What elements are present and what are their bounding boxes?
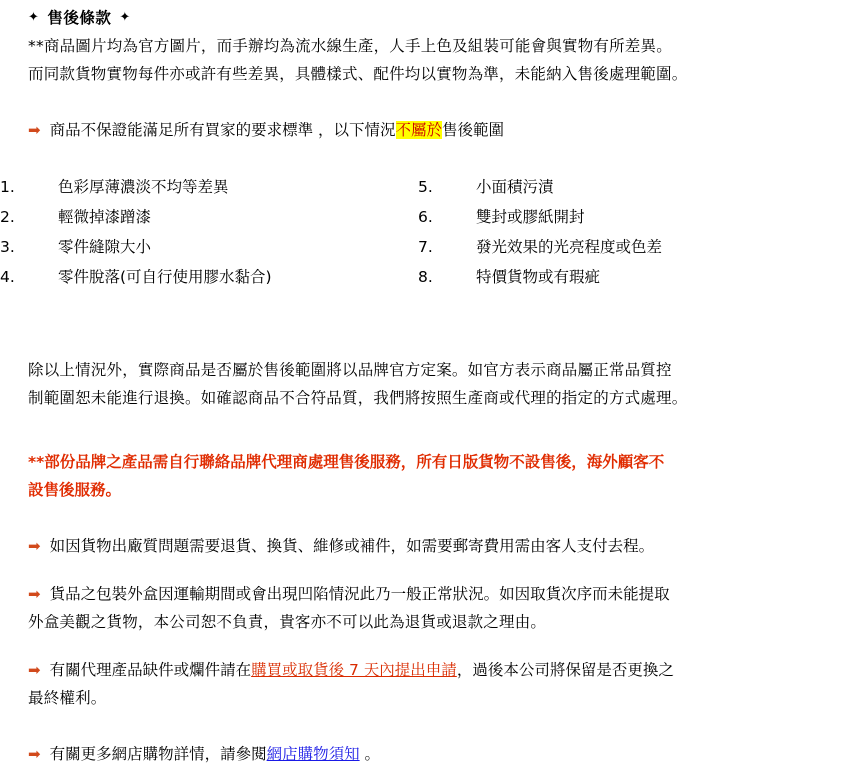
note-3-emphasis: 購買或取貨後 7 天內提出申請 bbox=[251, 661, 457, 679]
list-item-label: 零件縫隙大小 bbox=[58, 238, 152, 256]
warning-line-2 bbox=[0, 476, 864, 504]
intro-line-1 bbox=[0, 32, 864, 60]
list-row bbox=[0, 172, 836, 202]
guarantee-text-before: 商品不保證能滿足所有買家的要求標準 ，以下情況 bbox=[49, 121, 396, 139]
arrow-right-icon: ➡ bbox=[28, 745, 41, 763]
note-3-continued bbox=[0, 684, 864, 712]
diamond-icon: ✦ bbox=[28, 9, 40, 25]
arrow-right-icon: ➡ bbox=[28, 121, 41, 139]
arrow-right-icon: ➡ bbox=[28, 585, 41, 603]
page-title bbox=[0, 4, 864, 32]
list-item-label: 色彩厚薄濃淡不均等差異 bbox=[58, 178, 229, 196]
intro-text-2: 而同款貨物實物每件亦或許有些差異，具體樣式、配件均以實物為準，未能納入售後處理範圍。 bbox=[28, 65, 688, 83]
intro-text-1: **商品圖片均為官方圖片，而手辦均為流水線生產，人手上色及組裝可能會與實物有所差異。 bbox=[28, 37, 672, 55]
note-2-text-line-1: 貨品之包裝外盒因運輸期間或會出現凹陷情況此乃一般正常狀況。如因取貨次序而未能提取 bbox=[49, 585, 670, 603]
note-4-text-after: 。 bbox=[359, 745, 381, 763]
note-3-text bbox=[50, 656, 850, 684]
list-item-label: 零件脫落(可自行使用膠水黏合) bbox=[58, 268, 272, 286]
list-item-label: 發光效果的光亮程度或色差 bbox=[476, 238, 663, 256]
list-item-label: 小面積污漬 bbox=[476, 178, 554, 196]
note-3-text-line-2: 最終權利。 bbox=[28, 689, 107, 707]
brand-paragraph-line-2 bbox=[0, 384, 864, 412]
warning-text-1: **部份品牌之產品需自行聯絡品牌代理商處理售後服務，所有日版貨物不設售後，海外顧客不 bbox=[28, 453, 665, 471]
guarantee-text bbox=[50, 116, 850, 144]
guarantee-text-after: 售後範圍 bbox=[442, 121, 505, 139]
note-2 bbox=[0, 580, 864, 608]
warning-text-2: 設售後服務。 bbox=[28, 481, 122, 499]
list-item-number: 1. bbox=[0, 178, 15, 196]
list-row bbox=[0, 232, 836, 262]
list-item-label: 輕微掉漆蹭漆 bbox=[58, 208, 152, 226]
shopping-guide-link[interactable]: 網店購物須知 bbox=[266, 745, 360, 763]
guarantee-highlight: 不屬於 bbox=[395, 121, 443, 139]
list-item-label: 特價貨物或有瑕疵 bbox=[476, 268, 601, 286]
arrow-right-icon: ➡ bbox=[28, 661, 41, 679]
list-item-label: 雙封或膠紙開封 bbox=[476, 208, 585, 226]
diamond-icon: ✦ bbox=[119, 9, 131, 25]
list-item-number: 7. bbox=[418, 238, 433, 256]
note-2-continued bbox=[0, 608, 864, 636]
brand-paragraph-text-2: 制範圍恕未能進行退換。如確認商品不合符品質，我們將按照生產商或代理的指定的方式處理。 bbox=[28, 389, 688, 407]
note-2-text bbox=[50, 580, 850, 608]
note-3-text-before: 有關代理產品缺件或爛件請在 bbox=[49, 661, 252, 679]
note-2-text-line-2: 外盒美觀之貨物，本公司恕不負責，貴客亦不可以此為退貨或退款之理由。 bbox=[28, 613, 547, 631]
intro-line-2 bbox=[0, 60, 864, 88]
brand-paragraph-line-1 bbox=[0, 356, 864, 384]
note-3-text-after: ，過後本公司將保留是否更換之 bbox=[456, 661, 674, 679]
note-3 bbox=[0, 656, 864, 684]
guarantee-line bbox=[0, 116, 864, 144]
brand-paragraph-text-1: 除以上情況外，實際商品是否屬於售後範圍將以品牌官方定案。如官方表示商品屬正常品質控 bbox=[28, 361, 672, 379]
list-item-number: 4. bbox=[0, 268, 15, 286]
list-item-number: 6. bbox=[418, 208, 433, 226]
note-1 bbox=[0, 532, 864, 560]
exclusion-list bbox=[0, 172, 836, 292]
note-4-text bbox=[50, 740, 850, 768]
list-row bbox=[0, 262, 836, 292]
note-4 bbox=[0, 740, 864, 768]
list-row bbox=[0, 202, 836, 232]
warning-line-1 bbox=[0, 448, 864, 476]
list-item-number: 2. bbox=[0, 208, 15, 226]
note-4-text-before: 有關更多網店購物詳情，請參閱 bbox=[49, 745, 267, 763]
page-title-text: 售後條款 bbox=[47, 9, 112, 27]
list-item-number: 8. bbox=[418, 268, 433, 286]
arrow-right-icon: ➡ bbox=[28, 537, 41, 555]
note-1-text: 如因貨物出廠質問題需要退貨、換貨、維修或補件，如需要郵寄費用需由客人支付去程。 bbox=[49, 537, 655, 555]
list-item-number: 5. bbox=[418, 178, 433, 196]
list-item-number: 3. bbox=[0, 238, 15, 256]
